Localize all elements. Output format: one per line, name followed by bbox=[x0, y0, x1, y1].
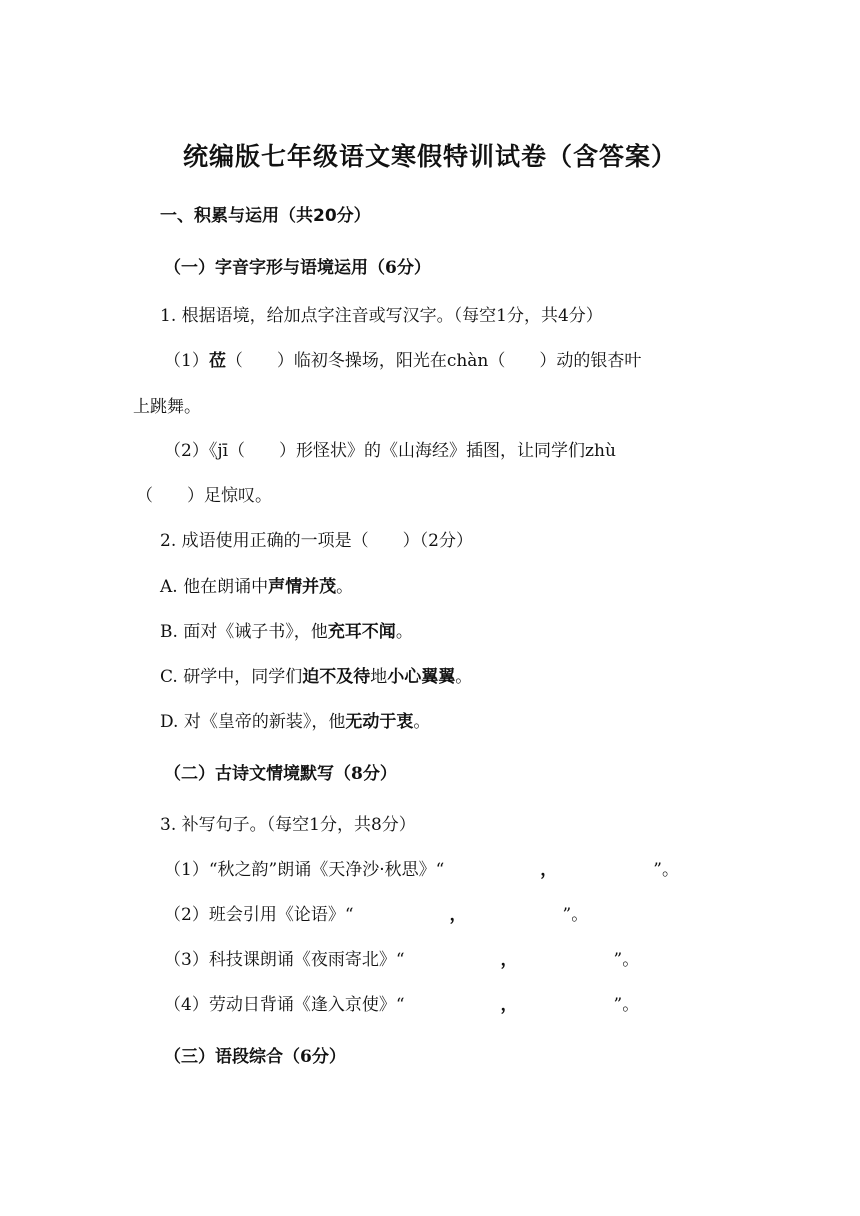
page-title: 统编版七年级语文寒假特训试卷（含答案） bbox=[182, 142, 677, 171]
item-number: （2）《 bbox=[164, 441, 218, 461]
option-a bbox=[160, 576, 353, 598]
item-number: （1） bbox=[164, 351, 209, 371]
idiom: 声情并茂 bbox=[268, 577, 337, 597]
item-text: （ ）动的银杏叶 bbox=[488, 351, 642, 371]
question-1-item-1 bbox=[164, 350, 641, 372]
option-c bbox=[160, 666, 472, 688]
option-b bbox=[160, 621, 413, 643]
option-text: C. 研学中，同学们 bbox=[160, 667, 303, 687]
item-text: （3）科技课朗诵《夜雨寄北》“ bbox=[164, 950, 405, 970]
option-text: 。 bbox=[455, 667, 473, 687]
item-text: （ ）形怪状》的《山海经》插图，让同学们 bbox=[228, 441, 586, 461]
blank-separator: ， bbox=[500, 950, 518, 970]
idiom: 无动于衷 bbox=[345, 712, 414, 732]
subsection-heading-1: （一）字音字形与语境运用（6分） bbox=[164, 258, 431, 278]
option-text: 。 bbox=[413, 712, 431, 732]
question-1-item-2 bbox=[164, 440, 616, 462]
item-text: （2）班会引用《论语》“ bbox=[164, 905, 354, 925]
item-text: ”。 bbox=[562, 905, 589, 925]
option-text: D. 对《皇帝的新装》，他 bbox=[160, 712, 346, 732]
pinyin: zhù bbox=[585, 441, 616, 461]
option-text: B. 面对《诫子书》，他 bbox=[160, 622, 328, 642]
pinyin: jī bbox=[217, 441, 229, 461]
item-text: ”。 bbox=[613, 995, 640, 1015]
question-3-stem: 3. 补写句子。（每空1分，共8分） bbox=[160, 815, 416, 835]
option-text: A. 他在朗诵中 bbox=[160, 577, 269, 597]
item-text: （4）劳动日背诵《逢入京使》“ bbox=[164, 995, 405, 1015]
blank-separator: ， bbox=[500, 995, 518, 1015]
blank-separator: ， bbox=[449, 905, 467, 925]
dotted-character: 莅 bbox=[208, 351, 226, 371]
question-1-item-2-continued: （ ）足惊叹。 bbox=[136, 486, 272, 506]
question-3-item-1 bbox=[164, 859, 679, 881]
option-text: 。 bbox=[336, 577, 354, 597]
pinyin: chàn bbox=[446, 351, 489, 371]
option-d bbox=[160, 711, 430, 733]
question-1-stem: 1. 根据语境，给加点字注音或写汉字。（每空1分，共4分） bbox=[160, 306, 603, 326]
option-text: 。 bbox=[395, 622, 413, 642]
idiom: 小心翼翼 bbox=[387, 667, 456, 687]
option-text: 地 bbox=[370, 667, 388, 687]
question-2-stem: 2. 成语使用正确的一项是（ ）（2分） bbox=[160, 531, 473, 551]
blank-separator: ， bbox=[540, 860, 558, 880]
question-3-item-2 bbox=[164, 904, 588, 926]
subsection-heading-3: （三）语段综合（6分） bbox=[164, 1047, 346, 1067]
item-text: （ ）临初冬操场，阳光在 bbox=[225, 351, 447, 371]
question-1-item-1-continued: 上跳舞。 bbox=[133, 397, 201, 417]
subsection-heading-2: （二）古诗文情境默写（8分） bbox=[164, 764, 397, 784]
idiom: 充耳不闻 bbox=[327, 622, 396, 642]
section-heading-1: 一、积累与运用（共20分） bbox=[160, 206, 371, 226]
item-text: ”。 bbox=[653, 860, 679, 880]
question-3-item-3 bbox=[164, 949, 639, 971]
item-text: （1）“秋之韵”朗诵《天净沙·秋思》“ bbox=[164, 860, 445, 880]
idiom: 迫不及待 bbox=[302, 667, 371, 687]
item-text: ”。 bbox=[613, 950, 640, 970]
question-3-item-4 bbox=[164, 994, 639, 1016]
